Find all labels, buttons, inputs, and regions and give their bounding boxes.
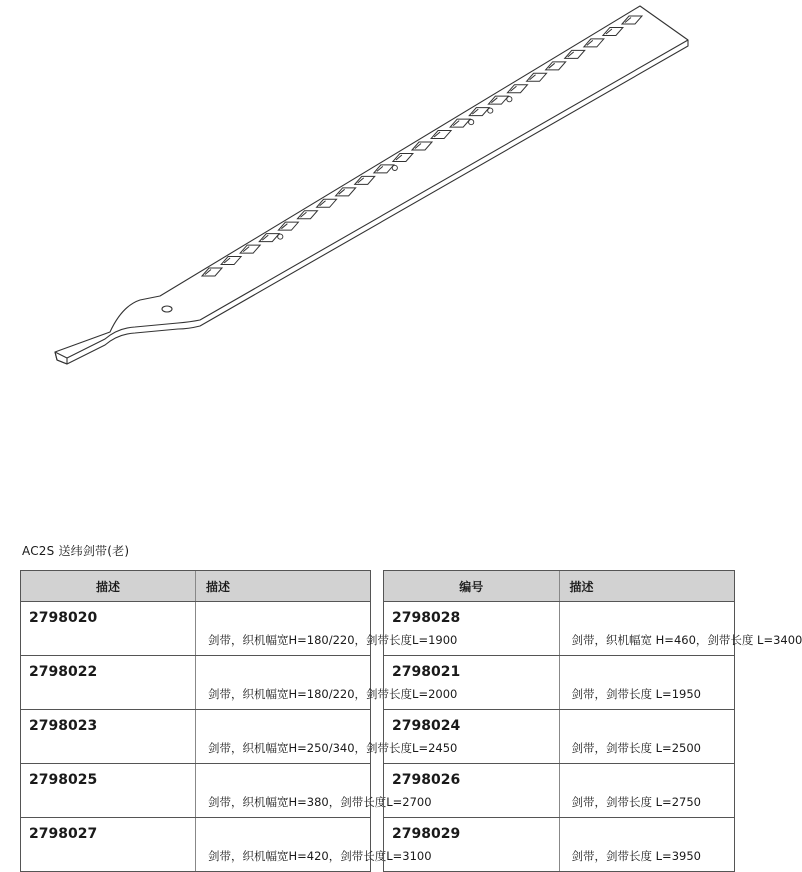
tape-slot [488,96,508,104]
header-description: 描述 [559,571,735,602]
tape-dot [469,119,474,124]
table-row [21,764,371,818]
tape-slot [297,211,317,219]
tape-slot [527,73,547,81]
tape-slot [584,39,604,47]
part-code: 2798021 [384,656,560,710]
tape-dot [488,108,493,113]
part-description: 剑带，织机幅宽H=180/220，剑带长度L=2000 [196,656,371,710]
tape-slot [450,119,470,127]
table-row [21,818,371,872]
spec-table-right [383,570,802,872]
tape-dot [507,97,512,102]
tape-slot [278,222,298,230]
tape-slot [507,85,527,93]
part-description: 剑带，剑带长度 L=2750 [559,764,735,818]
tape-edge [67,40,688,358]
section-title: AC2S 送纬剑带(老) [22,544,130,558]
tape-slot [546,62,566,70]
tape-slot [374,165,394,173]
tape-slot [469,108,489,116]
tape-slot [317,199,337,207]
part-description: 剑带，剑带长度 L=2500 [559,710,735,764]
table-header-row [21,571,371,602]
tape-slot [355,176,375,184]
table-row [384,818,735,872]
header-code: 描述 [21,571,196,602]
table-row [21,656,371,710]
part-code: 2798023 [21,710,196,764]
table-row [384,764,735,818]
tape-tip-face [55,352,67,364]
part-description: 剑带，织机幅宽 H=460，剑带长度 L=3400 [559,602,735,656]
header-description: 描述 [196,571,371,602]
part-code: 2798026 [384,764,560,818]
table-row [384,710,735,764]
tape-slot [603,27,623,35]
part-description: 剑带，织机幅宽H=250/340，剑带长度L=2450 [196,710,371,764]
table-row [21,602,371,656]
table-row [21,710,371,764]
tape-slot [336,188,356,196]
part-description: 剑带，织机幅宽H=420，剑带长度L=3100 [196,818,371,872]
header-code: 编号 [384,571,560,602]
tape-slot [565,50,585,58]
part-code: 2798022 [21,656,196,710]
part-description: 剑带，织机幅宽H=180/220，剑带长度L=1900 [196,602,371,656]
part-code: 2798020 [21,602,196,656]
part-code: 2798028 [384,602,560,656]
part-code: 2798029 [384,818,560,872]
part-code: 2798025 [21,764,196,818]
tape-dot [278,234,283,239]
table-row [384,656,735,710]
tape-slot [431,131,451,139]
table-row [384,602,735,656]
part-description: 剑带，剑带长度 L=1950 [559,656,735,710]
part-code: 2798024 [384,710,560,764]
tape-slot [622,16,642,24]
tape-hole [162,306,172,312]
tape-outline [55,6,688,364]
tape-slot [412,142,432,150]
part-description: 剑带，剑带长度 L=3950 [559,818,735,872]
table-header-row [384,571,735,602]
part-code: 2798027 [21,818,196,872]
tape-slot [393,153,413,161]
tape-dot [392,165,397,170]
part-description: 剑带，织机幅宽H=380，剑带长度L=2700 [196,764,371,818]
